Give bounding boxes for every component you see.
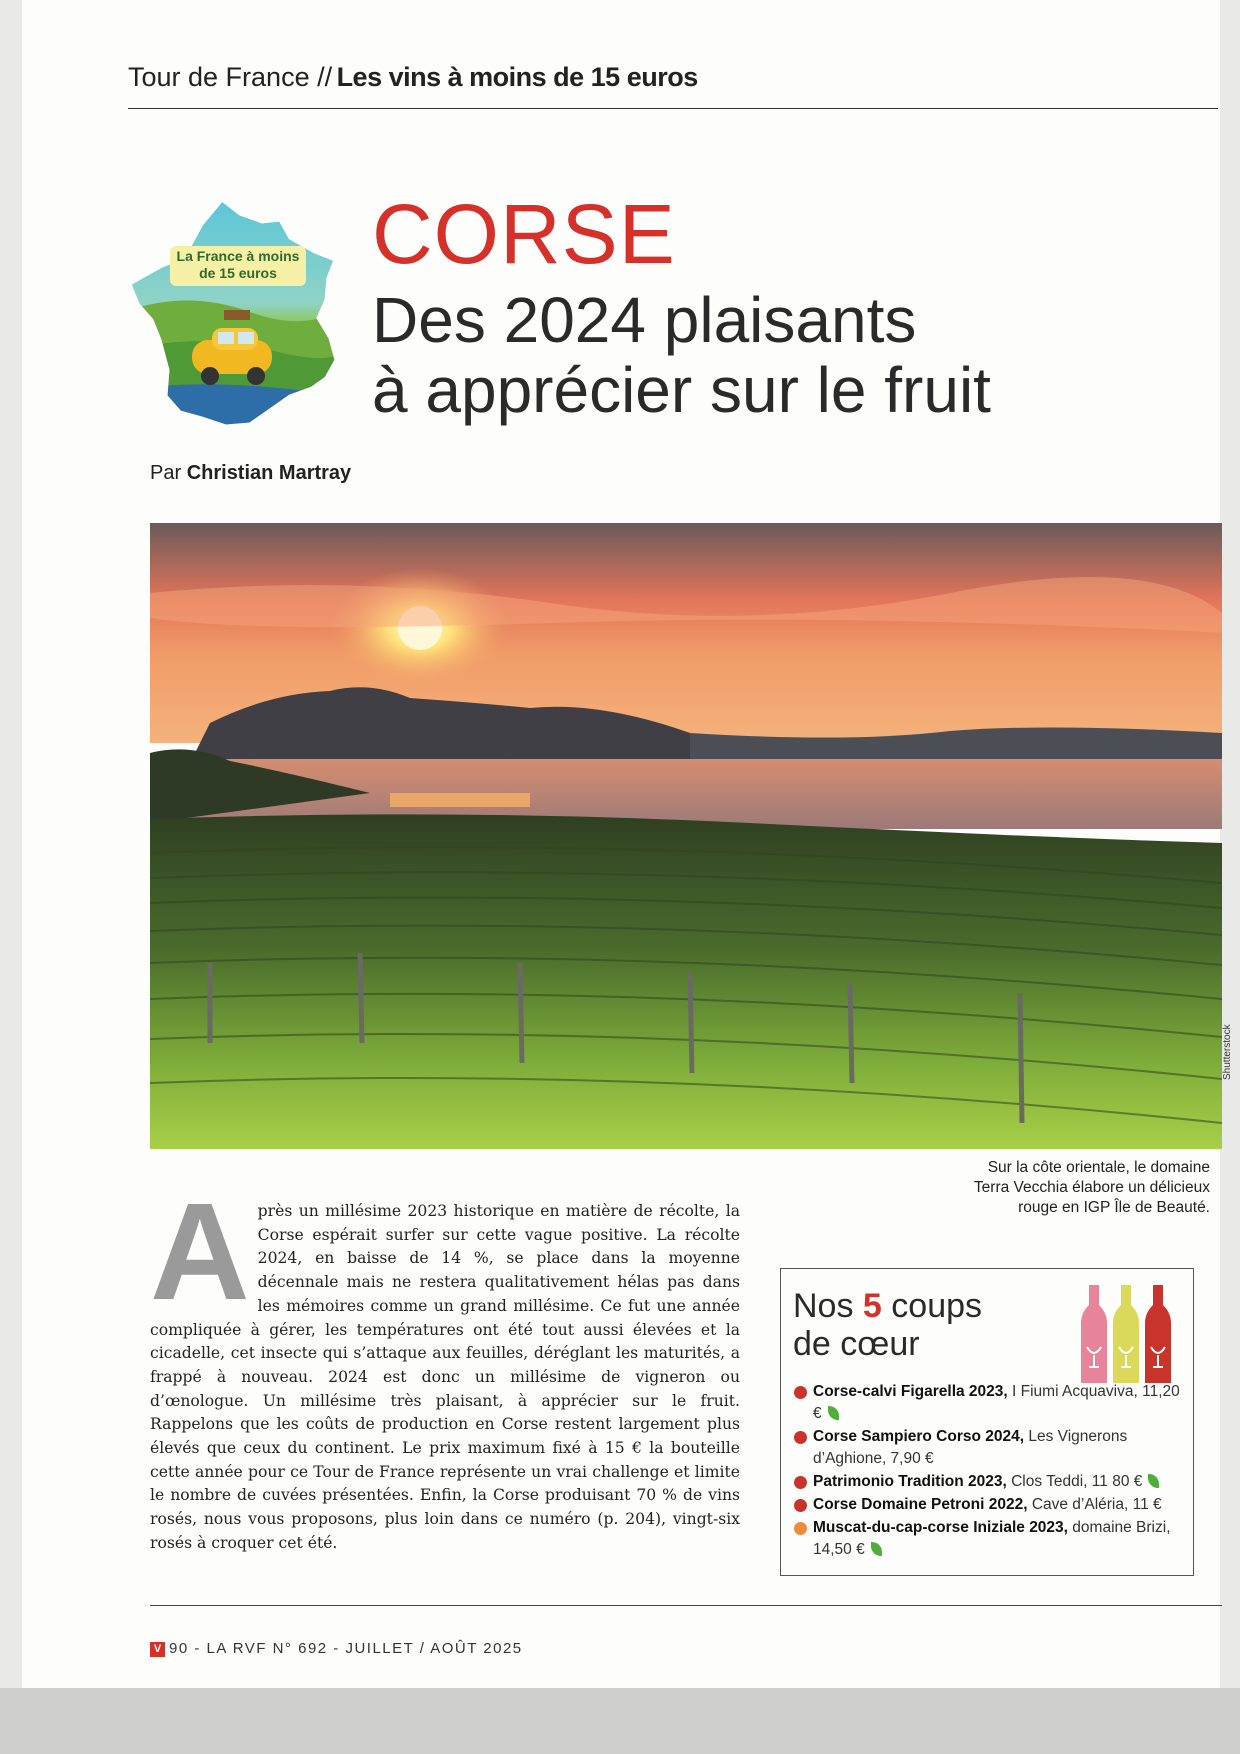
picks-title	[793, 1287, 982, 1363]
pick-producer-price: I Fiumi Acquaviva, 11,20 €	[813, 1383, 1180, 1422]
section-topic: Les vins à moins de 15 euros	[336, 62, 698, 92]
bullet-dot-icon	[794, 1522, 807, 1535]
author-name: Christian Martray	[186, 462, 352, 484]
scan-margin	[0, 1688, 1240, 1754]
organic-leaf-icon	[828, 1406, 839, 1420]
picks-title-number: 5	[862, 1287, 882, 1325]
title-line-2: à apprécier sur le fruit	[372, 354, 991, 426]
bullet-dot-icon	[794, 1431, 807, 1444]
footer-divider	[150, 1605, 1222, 1606]
pick-producer-price: Cave d’Aléria, 11 €	[1031, 1496, 1162, 1513]
pick-item	[793, 1471, 1188, 1493]
page-footer	[150, 1640, 523, 1657]
badge-label-line2: de 15 euros	[199, 265, 277, 281]
pick-item	[793, 1381, 1188, 1425]
picks-box	[780, 1268, 1194, 1576]
article-body-text: près un millésime 2023 historique en matière de récolte, la Corse espérait surfer sur cette vague positive. La récolte 2024, en baisse de 14 %, se place dans la moyenne décennale mais ne restera qualitativement hélas pas dans les mémoires comme un grand millésime. Ce fut une année compliquée à gérer, les températures ont été tout aussi élevées et la cicadelle, cet insecte qui s’attaque aux feuilles, déréglant les maturités, a frappé à nouveau. 2024 est donc un millésime de vigneron ou d’œnologue. Un millésime très plaisant, à apprécier sur le fruit. Rappelons que les coûts de production en Corse restent largement plus élevés que ceux du continent. Le prix maximum fixé à 15 € la bouteille cette année pour ce Tour de France représente un vrai challenge et limite le nombre de cuvées présentées. Enfin, la Corse produisant 70 % de vins rosés, nous vous proposons, plus loin dans ce numéro (p. 204), vingt-six rosés à croquer cet été.	[150, 1202, 740, 1552]
photo-caption: Sur la côte orientale, le domaine Terra Vecchia élabore un délicieux rouge en IGP Île de Beauté.	[973, 1159, 1210, 1216]
pick-producer-price: domaine Brizi, 14,50 €	[813, 1519, 1171, 1558]
pick-wine-name: Patrimonio Tradition 2023,	[813, 1473, 1007, 1490]
badge-label-line1: La France à moins	[176, 248, 300, 264]
article-kicker: CORSE	[372, 187, 676, 281]
organic-leaf-icon	[1148, 1474, 1159, 1488]
picks-title-prefix: Nos	[793, 1287, 854, 1325]
article-body	[150, 1175, 740, 1556]
title-line-1: Des 2024 plaisants	[372, 284, 917, 356]
pick-producer-price: Clos Teddi, 11 80 €	[1011, 1473, 1143, 1490]
article-title	[372, 285, 1212, 425]
picks-title-suffix: coups	[891, 1287, 983, 1325]
organic-leaf-icon	[871, 1542, 882, 1556]
picks-list	[793, 1381, 1188, 1562]
pick-item	[793, 1517, 1188, 1561]
byline-prefix: Par	[150, 462, 182, 484]
section-rubric: Tour de France //	[128, 62, 333, 92]
pick-wine-name: Corse Domaine Petroni 2022,	[813, 1496, 1028, 1513]
vineyard-sunset-photo	[150, 523, 1222, 1149]
pick-wine-name: Corse Sampiero Corso 2024,	[813, 1428, 1025, 1445]
bullet-dot-icon	[794, 1499, 807, 1512]
rvf-logo-icon: V	[150, 1642, 165, 1657]
pick-wine-name: Muscat-du-cap-corse Iniziale 2023,	[813, 1519, 1068, 1536]
photo-credit: Shutterstock	[1222, 1024, 1233, 1080]
pick-producer-price: Les Vignerons d’Aghione, 7,90 €	[813, 1428, 1128, 1467]
section-header	[128, 62, 1218, 109]
wine-bottles-icon	[1081, 1281, 1177, 1387]
byline	[150, 462, 351, 485]
pick-item	[793, 1426, 1188, 1470]
picks-title-line2: de cœur	[793, 1325, 920, 1363]
pick-wine-name: Corse-calvi Figarella 2023,	[813, 1383, 1008, 1400]
dropcap: A	[150, 1175, 250, 1329]
bullet-dot-icon	[794, 1386, 807, 1399]
france-map-with-car-icon	[130, 200, 345, 430]
pick-item	[793, 1494, 1188, 1516]
bullet-dot-icon	[794, 1476, 807, 1489]
footer-text: 90 - LA RVF N° 692 - JUILLET / AOÛT 2025	[169, 1640, 523, 1657]
